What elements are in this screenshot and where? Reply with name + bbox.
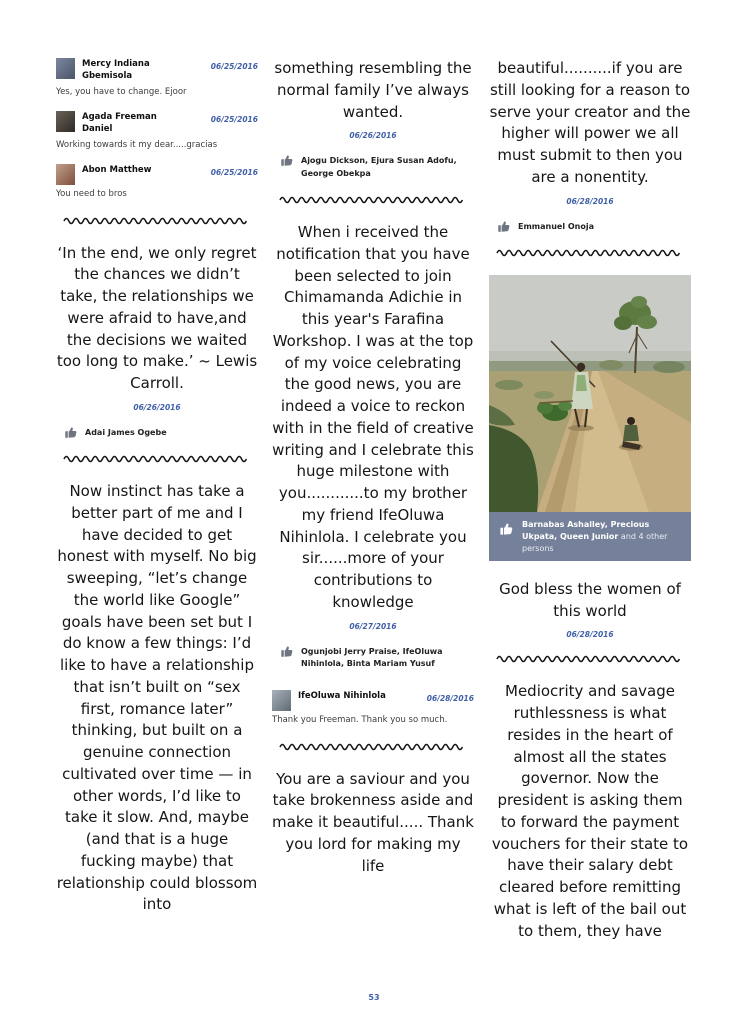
post-text: ‘In the end, we only regret the chances we didn’t take, the relationships we were afraid to have,and the decisions we waited too long to make.’ ~ Lewis Carroll. xyxy=(56,243,258,392)
post-date: 06/26/2016 xyxy=(133,402,181,412)
post xyxy=(489,681,691,942)
post-text: When i received the notification that you have been selected to join Chimamanda Adichie in this year's Farafina Workshop. I was at the top of my voice celebrating the good news, you are indeed a voice to reckon with in the field of creative writing and I celebrate this huge milestone with you............to my brother my friend IfeOluwa Nihinlola. I celebrate you sir......more of your contributions to knowledge xyxy=(272,223,474,611)
post xyxy=(56,243,258,440)
photo-likers-names: Barnabas Ashalley, Precious Ukpata, Queen Junior xyxy=(522,519,650,541)
comment-date: 06/28/2016 xyxy=(426,694,474,704)
comment xyxy=(272,690,474,726)
post xyxy=(272,769,474,878)
comment-text: Thank you Freeman. Thank you so much. xyxy=(272,715,448,726)
post-text: God bless the women of this world xyxy=(499,579,681,620)
photo-rural-road xyxy=(489,275,691,512)
comment xyxy=(56,58,258,98)
comment-author: Mercy Indiana Gbemisola xyxy=(82,59,150,81)
comment-author: Abon Matthew xyxy=(82,165,152,176)
comment-text: You need to bros xyxy=(56,189,127,200)
post xyxy=(56,481,258,916)
post-text: Now instinct has take a better part of me and I have decided to get honest with myself. No big sweeping, “let’s change the world like Google” goals have been set but I do know a few things: I’d like to have a relationship that isn’t built on “sex first, romance later” thinking, but built on a genuine connection cultivated over time — in other words, I’d like to take it slow. And, maybe (and that is a huge fucking maybe) that relationship could blossom into xyxy=(56,482,258,914)
comment-date: 06/25/2016 xyxy=(210,168,258,178)
page-number: 53 xyxy=(368,993,380,1002)
post-continued xyxy=(272,58,474,180)
section-divider xyxy=(489,248,691,258)
comment-author: Agada Freeman Daniel xyxy=(82,112,157,134)
post-text: beautiful..........if you are still looking for a reason to serve your creator and the higher will power we all must submit to then you are a nonentity. xyxy=(489,59,691,186)
comment-header xyxy=(272,690,474,711)
comment-date: 06/25/2016 xyxy=(210,62,258,71)
photo-likers-more: and 4 other persons xyxy=(522,531,668,553)
likers-names: Ogunjobi Jerry Praise, IfeOluwa Nihinlola, Binta Mariam Yusuf xyxy=(301,646,443,668)
thumbs-up-icon xyxy=(499,519,514,536)
comment-date: 06/25/2016 xyxy=(210,115,258,125)
comment-header xyxy=(56,164,258,185)
likers-names: Adai James Ogebe xyxy=(85,427,167,437)
comment-header xyxy=(56,58,258,83)
post-text: You are a saviour and you take brokenness aside and make it beautiful..... Thank you lord for making my life xyxy=(272,769,474,875)
avatar xyxy=(56,58,75,79)
post-date: 06/27/2016 xyxy=(349,621,397,631)
section-divider xyxy=(489,654,691,664)
post-likers xyxy=(280,153,474,180)
photo-likers-bar xyxy=(489,512,691,561)
section-divider xyxy=(272,195,474,205)
section-divider xyxy=(272,742,474,752)
comment-author: IfeOluwa Nihinlola xyxy=(298,691,386,702)
post-text: something resembling the normal family I’ve always wanted. xyxy=(274,59,472,121)
column-left xyxy=(56,58,258,916)
comment-header xyxy=(56,111,258,136)
section-divider xyxy=(56,216,258,226)
post-continued xyxy=(489,58,691,233)
post-date: 06/28/2016 xyxy=(566,630,614,640)
photo-post xyxy=(489,275,691,640)
avatar xyxy=(56,164,75,185)
column-right xyxy=(489,58,691,942)
comment xyxy=(56,164,258,200)
comments-group xyxy=(56,58,258,201)
post xyxy=(272,222,474,670)
comment-text: Yes, you have to change. Ejoor xyxy=(56,86,187,97)
photo-likers xyxy=(522,519,681,555)
avatar xyxy=(272,690,291,711)
comment-text: Working towards it my dear.....gracias xyxy=(56,139,218,150)
thumbs-up-icon xyxy=(497,219,511,233)
post-date: 06/28/2016 xyxy=(566,196,614,206)
likers-names: Emmanuel Onoja xyxy=(518,221,595,231)
thumbs-up-icon xyxy=(64,425,78,439)
column-middle xyxy=(272,58,474,877)
likers-names: Ajogu Dickson, Ejura Susan Adofu, George Obekpa xyxy=(301,156,457,178)
section-divider xyxy=(56,454,258,464)
thumbs-up-icon xyxy=(280,153,294,167)
avatar xyxy=(56,111,75,132)
post-likers xyxy=(497,219,691,233)
thumbs-up-icon xyxy=(280,644,294,658)
post-date: 06/26/2016 xyxy=(349,131,397,141)
post-likers xyxy=(64,425,258,439)
post-likers xyxy=(280,644,474,671)
comment xyxy=(56,111,258,151)
post-text: Mediocrity and savage ruthlessness is what resides in the heart of almost all the states governor. Now the president is asking them to forward the payment vouchers for their state to have their salary debt cleared before remitting what is left of the bail out to them, they have xyxy=(491,682,689,940)
